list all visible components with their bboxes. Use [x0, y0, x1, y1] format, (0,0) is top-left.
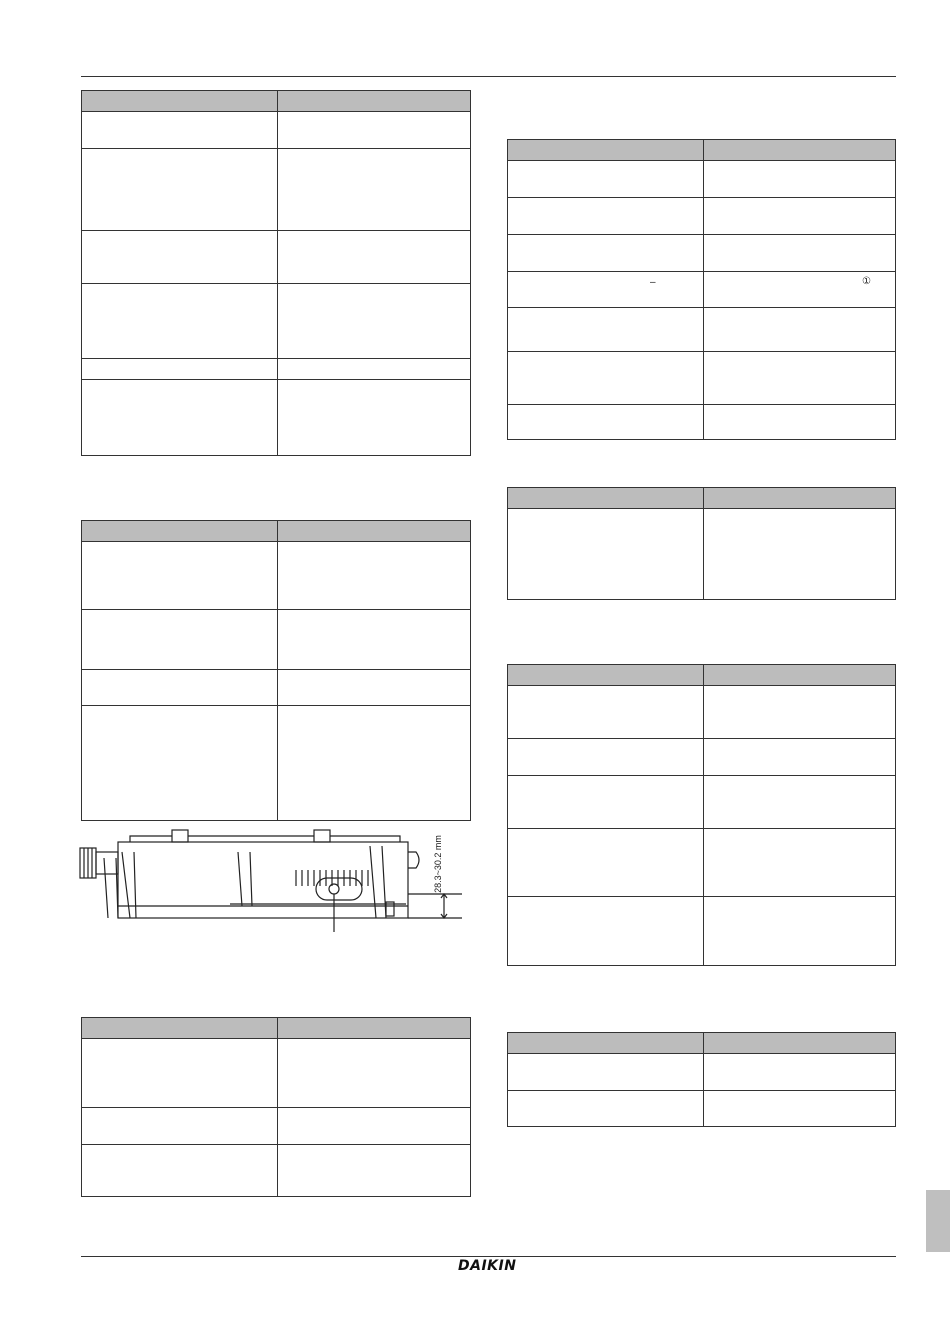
left-table-2 [81, 520, 471, 821]
right-table-1 [507, 139, 896, 440]
right-table-3 [507, 664, 896, 966]
daikin-logo: DAIKIN [458, 1258, 517, 1274]
info-icon: ① [862, 276, 871, 287]
header-rule [81, 76, 896, 77]
section-side-tab [926, 1190, 950, 1252]
left-table-1 [81, 90, 471, 456]
dash-mark: – [650, 277, 656, 288]
right-table-4 [507, 1032, 896, 1127]
unit-side-view-drawing [70, 822, 470, 934]
dimension-label: 28.3~30.2 mm [433, 835, 443, 893]
right-table-2 [507, 487, 896, 600]
left-table-3 [81, 1017, 471, 1197]
footer-rule [81, 1256, 896, 1257]
